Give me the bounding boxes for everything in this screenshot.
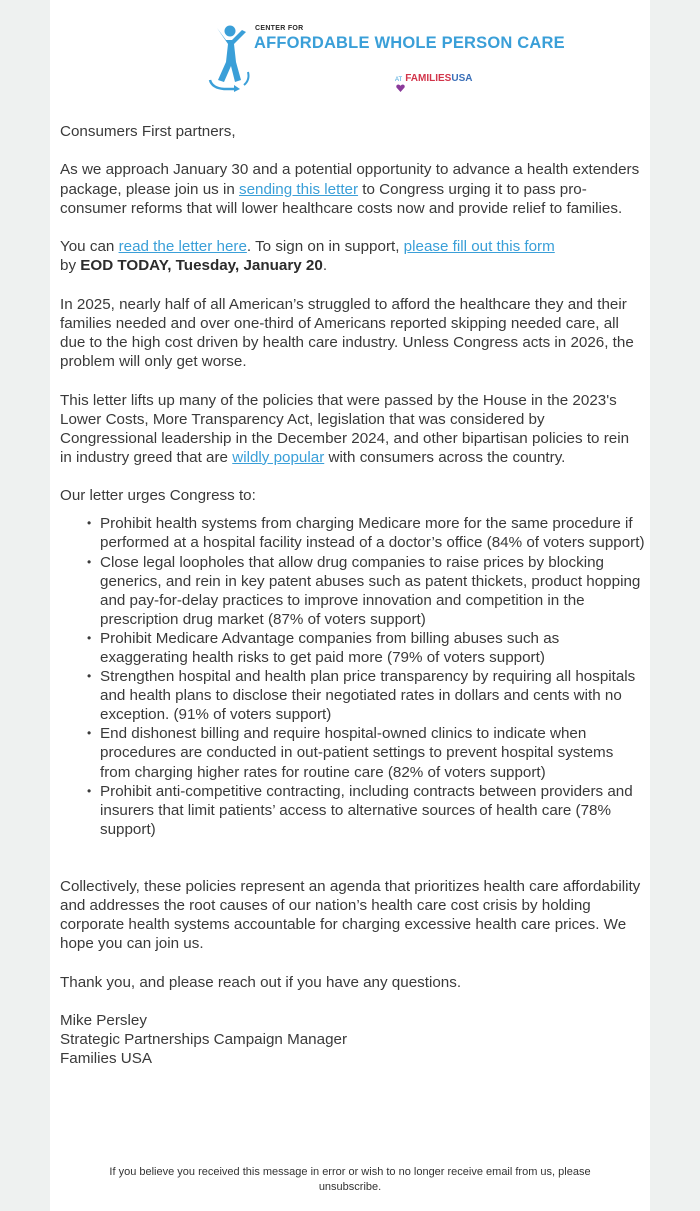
list-item: • End dishonest billing and require hospital-owned clinics to indicate when procedures are conducted in out-patient settings to prevent hospital systems from charging higher rates for routine care (82% of voters support) <box>100 724 645 781</box>
text-fragment: As we approach January 30 and a potential opportunity to advance a health extenders package, please join us in <box>60 161 640 198</box>
logo-small-text: CENTER FOR <box>255 25 304 32</box>
text-fragment: This letter lifts up many of the policies that were passed by the House in the 2023's Lower Costs, More Transparency Act, legislation that was considered by Congressional leadership in the December 2024, and other bipartisan policies to rein in industry greed that are <box>60 391 630 466</box>
text-fragment: with consumers across the country. <box>324 448 566 466</box>
sending-letter-link[interactable]: sending this letter <box>239 180 359 198</box>
spacer <box>60 839 645 877</box>
text-fragment: by <box>60 257 81 275</box>
paragraph-collectively: Collectively, these policies represent an agenda that prioritizes health care affordability and addresses the root causes of our nation’s health care cost crisis by holding corporate health systems accountable for charging excessive health care prices. We hope you can join us. <box>60 877 641 953</box>
text-fragment: You can <box>60 238 119 256</box>
paragraph-urges: Our letter urges Congress to: <box>60 487 256 505</box>
sign-on-form-link[interactable]: please fill out this form <box>403 238 555 256</box>
text-fragment: to Congress urging it to pass pro-consumer reforms that will lower healthcare costs now and provide relief to families. <box>60 180 623 217</box>
signature-name: Mike Persley <box>60 1012 147 1030</box>
logo-title: AFFORDABLE WHOLE PERSON CARE <box>254 34 565 52</box>
deadline-text: EOD TODAY, Tuesday, January 20 <box>80 257 323 275</box>
footer <box>50 1165 650 1194</box>
signature-org: Families USA <box>60 1050 152 1068</box>
list-item: • Prohibit health systems from charging Medicare more for the same procedure if performed at a hospital facility instead of a doctor’s office (84% of voters support) <box>100 514 645 552</box>
paragraph-2025: In 2025, nearly half of all American’s struggled to afford the healthcare they and their families needed and over one-third of Americans reported skipping needed care, all due to the high cost driven by health care industry. Unless Congress acts in 2026, the problem will only get worse. <box>60 295 634 371</box>
paragraph-thanks: Thank you, and please reach out if you have any questions. <box>60 973 462 991</box>
heart-icon <box>396 84 405 92</box>
unsubscribe-text[interactable]: If you believe you received this message in error or wish to no longer receive email from us, please unsubscribe. <box>109 1166 591 1193</box>
text-fragment: . To sign on in support, <box>246 238 404 256</box>
signature <box>60 1011 645 1068</box>
logo-families: FAMILIES <box>405 73 452 84</box>
signature-title: Strategic Partnerships Campaign Manager <box>60 1031 348 1049</box>
logo-usa: USA <box>451 73 473 84</box>
read-letter-link[interactable]: read the letter here <box>118 238 247 256</box>
list-item: • Prohibit anti-competitive contracting, including contracts between providers and insurers that limit patients’ access to alternative sources of health care (78% support) <box>100 782 645 839</box>
logo <box>210 22 565 92</box>
email-body <box>60 122 645 1068</box>
list-item: • Strengthen hospital and health plan price transparency by requiring all hospitals and health plans to disclose their negotiated rates in dollars and cents with no exception. (91% of voters support) <box>100 667 645 724</box>
person-figure-icon <box>204 22 256 92</box>
policy-list <box>60 514 645 839</box>
list-item: • Close legal loopholes that allow drug companies to raise prices by blocking generics, and rein in key patent abuses such as patent thickets, product hopping and pay-for-delay practices to improve innovation and competition in the prescription drug market (87% of voters support) <box>100 553 645 629</box>
wildly-popular-link[interactable]: wildly popular <box>232 448 325 466</box>
list-item: • Prohibit Medicare Advantage companies from billing abuses such as exaggerating health risks to get paid more (79% of voters support) <box>100 629 645 667</box>
text-fragment: . <box>322 257 328 275</box>
greeting: Consumers First partners, <box>60 123 236 140</box>
logo-subtitle <box>395 73 472 92</box>
logo-at: AT <box>395 77 403 83</box>
paragraph-signon <box>60 237 645 275</box>
paragraph-policies <box>60 391 645 467</box>
paragraph-intro <box>60 160 645 217</box>
email-card <box>50 0 650 1211</box>
